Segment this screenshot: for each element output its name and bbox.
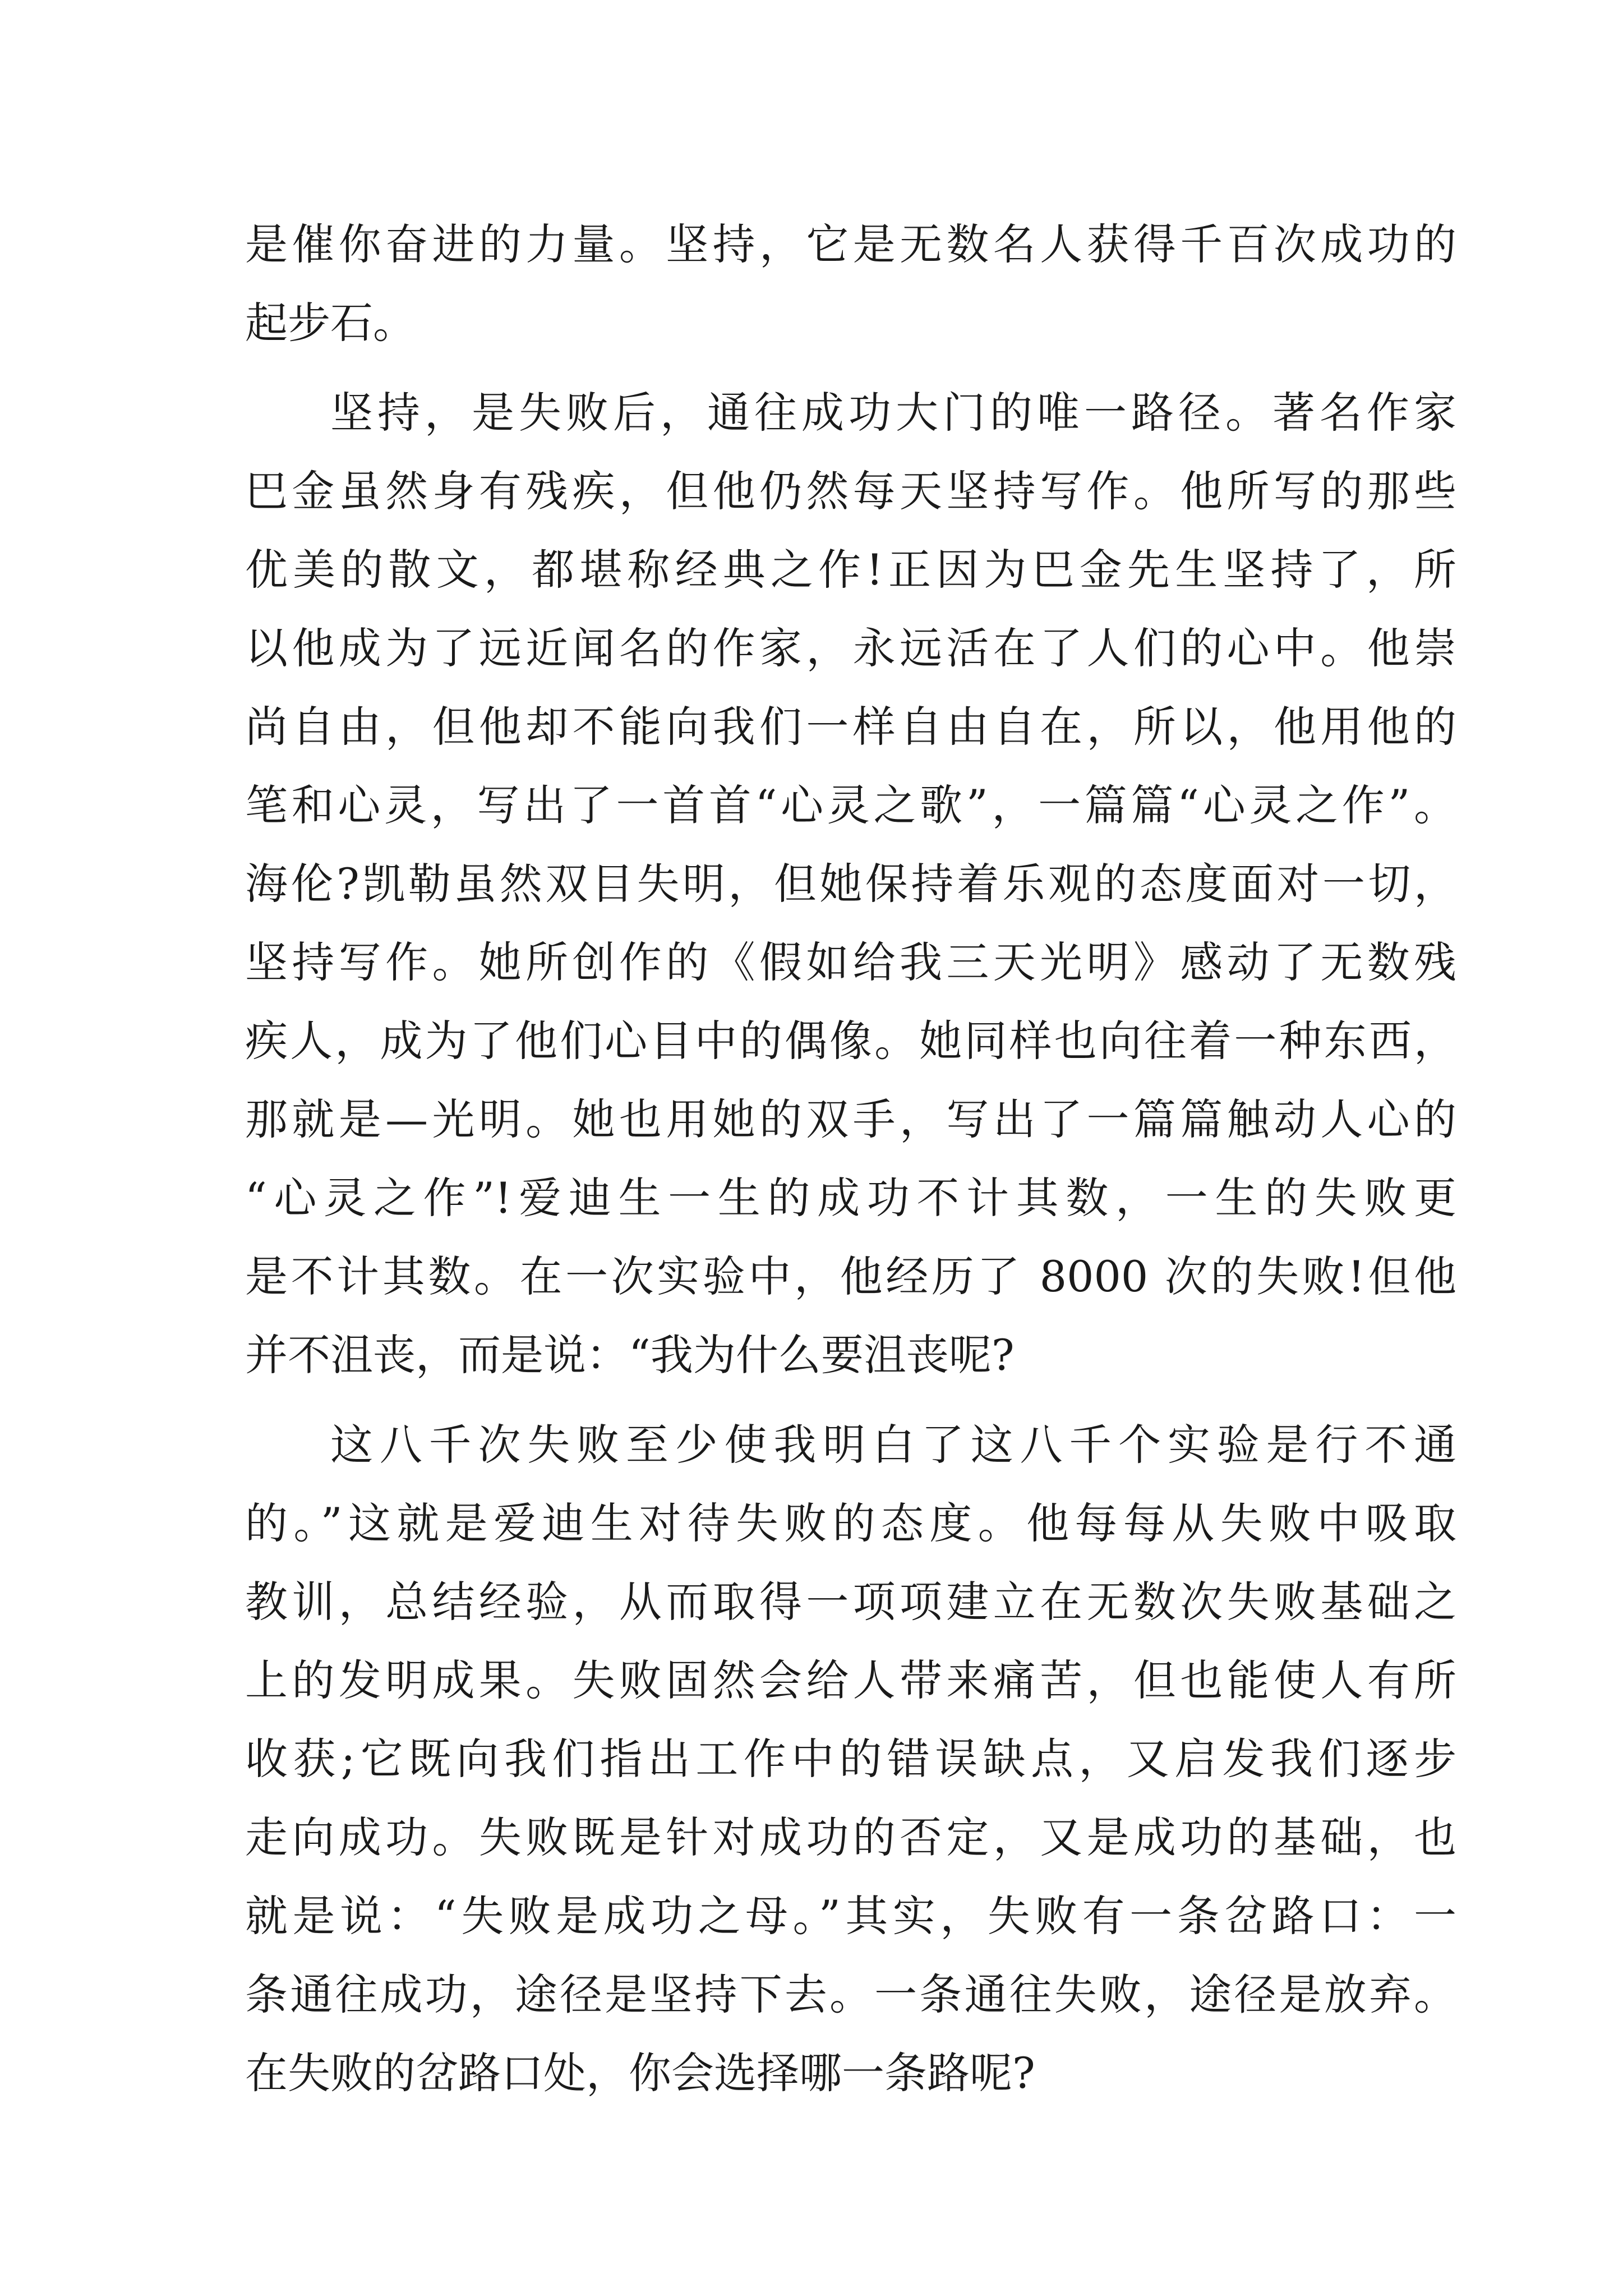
text-line: 那就是—光明。她也用她的双手，写出了一篇篇触动人心的 — [245, 1094, 1456, 1144]
text-line: 教训，总结经验，从而取得一项项建立在无数次失败基础之 — [245, 1577, 1456, 1627]
text-line: 收获;它既向我们指出工作中的错误缺点，又启发我们逐步 — [245, 1734, 1456, 1784]
text-line: 在失败的岔路口处，你会选择哪一条路呢? — [245, 2048, 1035, 2098]
text-line: 优美的散文，都堪称经典之作!正因为巴金先生坚持了，所 — [245, 545, 1456, 595]
text-line: 走向成功。失败既是针对成功的否定，又是成功的基础，也 — [245, 1812, 1456, 1862]
paragraph — [245, 205, 1456, 362]
text-line: 尚自由，但他却不能向我们一样自由自在，所以，他用他的 — [245, 702, 1456, 752]
text-line: 巴金虽然身有残疾，但他仍然每天坚持写作。他所写的那些 — [245, 466, 1456, 516]
paragraph — [245, 1406, 1456, 2113]
text-line: 笔和心灵，写出了一首首“心灵之歌”，一篇篇“心灵之作”。 — [245, 780, 1456, 830]
text-line: 坚持，是失败后，通往成功大门的唯一路径。著名作家 — [330, 388, 1456, 438]
text-line: 坚持写作。她所创作的《假如给我三天光明》感动了无数残 — [245, 937, 1456, 987]
text-line: “心灵之作”!爱迪生一生的成功不计其数，一生的失败更 — [245, 1173, 1456, 1223]
text-line: 是不计其数。在一次实验中，他经历了 8000 次的失败!但他 — [245, 1251, 1456, 1301]
body-text — [245, 205, 1456, 2113]
paragraph — [245, 374, 1456, 1395]
text-line: 条通往成功，途径是坚持下去。一条通往失败，途径是放弃。 — [245, 1970, 1456, 2019]
text-line: 的。”这就是爱迪生对待失败的态度。他每每从失败中吸取 — [245, 1498, 1456, 1548]
text-line: 就是说：“失败是成功之母。”其实，失败有一条岔路口：一 — [245, 1891, 1456, 1941]
text-line: 是催你奋进的力量。坚持，它是无数名人获得千百次成功的 — [245, 219, 1456, 269]
text-line: 以他成为了远近闻名的作家，永远活在了人们的心中。他崇 — [245, 623, 1456, 673]
text-line: 疾人，成为了他们心目中的偶像。她同样也向往着一种东西， — [245, 1016, 1456, 1066]
text-line: 上的发明成果。失败固然会给人带来痛苦，但也能使人有所 — [245, 1655, 1456, 1705]
text-line: 并不沮丧，而是说：“我为什么要沮丧呢? — [245, 1330, 1015, 1380]
text-line: 这八千次失败至少使我明白了这八千个实验是行不通 — [330, 1420, 1456, 1470]
text-line: 海伦?凯勒虽然双目失明，但她保持着乐观的态度面对一切， — [245, 859, 1456, 909]
text-line: 起步石。 — [245, 298, 416, 348]
